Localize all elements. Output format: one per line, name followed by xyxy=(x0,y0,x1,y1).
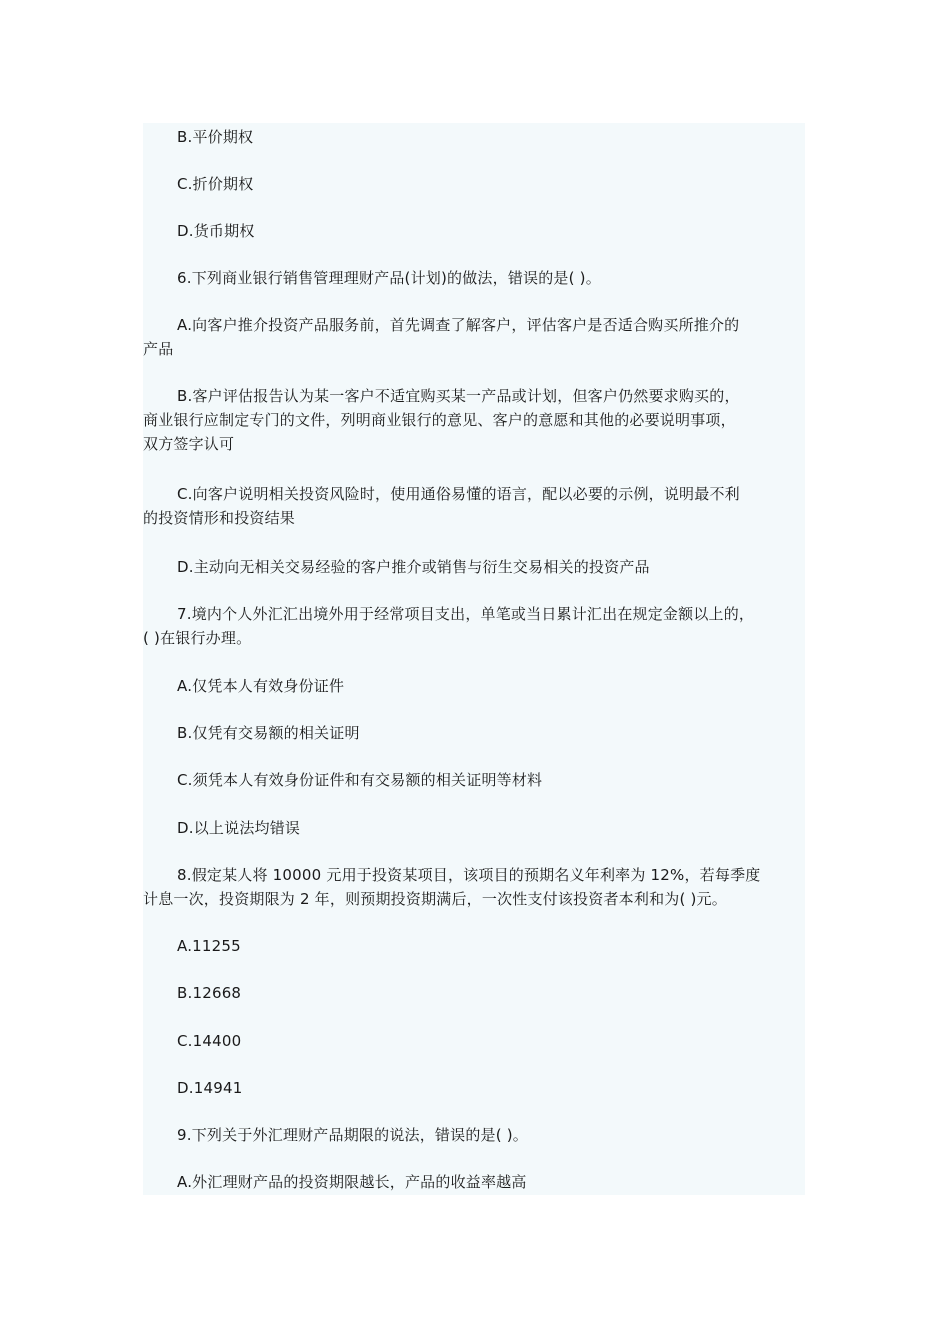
text-line: C.折价期权 xyxy=(177,175,254,193)
text-line: 计息一次，投资期限为 2 年，则预期投资期满后，一次性支付该投资者本利和为( )元。 xyxy=(143,890,727,908)
text-line: B.仅凭有交易额的相关证明 xyxy=(177,724,360,742)
text-line: B.12668 xyxy=(177,984,242,1002)
option-a-paragraph xyxy=(143,1170,805,1194)
text-line: A.11255 xyxy=(177,937,241,955)
text-line: B.平价期权 xyxy=(177,128,254,146)
option-d-paragraph xyxy=(143,555,805,579)
text-line: A.向客户推介投资产品服务前，首先调查了解客户，评估客户是否适合购买所推介的 xyxy=(177,316,740,334)
option-d-paragraph xyxy=(143,219,805,243)
text-line: 6.下列商业银行销售管理理财产品(计划)的做法，错误的是( )。 xyxy=(177,269,601,287)
question-6-paragraph xyxy=(143,266,805,290)
text-line: A.仅凭本人有效身份证件 xyxy=(177,677,345,695)
text-line: 商业银行应制定专门的文件，列明商业银行的意见、客户的意愿和其他的必要说明事项， xyxy=(143,411,736,429)
text-line: ( )在银行办理。 xyxy=(143,629,252,647)
text-line: D.货币期权 xyxy=(177,222,255,240)
text-line: C.须凭本人有效身份证件和有交易额的相关证明等材料 xyxy=(177,771,543,789)
question-9-paragraph xyxy=(143,1123,805,1147)
option-d-paragraph xyxy=(143,816,805,840)
option-d-paragraph xyxy=(143,1076,805,1100)
question-8-paragraph xyxy=(143,863,805,911)
option-b-paragraph xyxy=(143,981,805,1005)
text-line: 8.假定某人将 10000 元用于投资某项目，该项目的预期名义年利率为 12%，若每季度 xyxy=(177,866,761,884)
text-line: 9.下列关于外汇理财产品期限的说法，错误的是( )。 xyxy=(177,1126,528,1144)
option-a-paragraph xyxy=(143,313,805,361)
text-line: B.客户评估报告认为某一客户不适宜购买某一产品或计划，但客户仍然要求购买的， xyxy=(177,387,740,405)
option-a-paragraph xyxy=(143,674,805,698)
text-line: C.14400 xyxy=(177,1032,242,1050)
option-c-paragraph xyxy=(143,1029,805,1053)
option-c-paragraph xyxy=(143,768,805,792)
option-a-paragraph xyxy=(143,934,805,958)
option-b-paragraph xyxy=(143,721,805,745)
question-7-paragraph xyxy=(143,602,805,650)
text-line: 的投资情形和投资结果 xyxy=(143,509,296,527)
text-line: A.外汇理财产品的投资期限越长，产品的收益率越高 xyxy=(177,1173,527,1191)
question-content-area xyxy=(143,123,805,1195)
text-line: D.主动向无相关交易经验的客户推介或销售与衍生交易相关的投资产品 xyxy=(177,558,650,576)
text-line: 7.境内个人外汇汇出境外用于经常项目支出，单笔或当日累计汇出在规定金额以上的， xyxy=(177,605,755,623)
option-c-paragraph xyxy=(143,172,805,196)
option-c-paragraph xyxy=(143,482,805,530)
option-b-paragraph xyxy=(143,125,805,149)
text-line: D.14941 xyxy=(177,1079,243,1097)
text-line: C.向客户说明相关投资风险时，使用通俗易懂的语言，配以必要的示例，说明最不利 xyxy=(177,485,740,503)
text-line: 产品 xyxy=(143,340,174,358)
option-b-paragraph xyxy=(143,384,805,456)
text-line: 双方签字认可 xyxy=(143,435,235,453)
text-line: D.以上说法均错误 xyxy=(177,819,301,837)
